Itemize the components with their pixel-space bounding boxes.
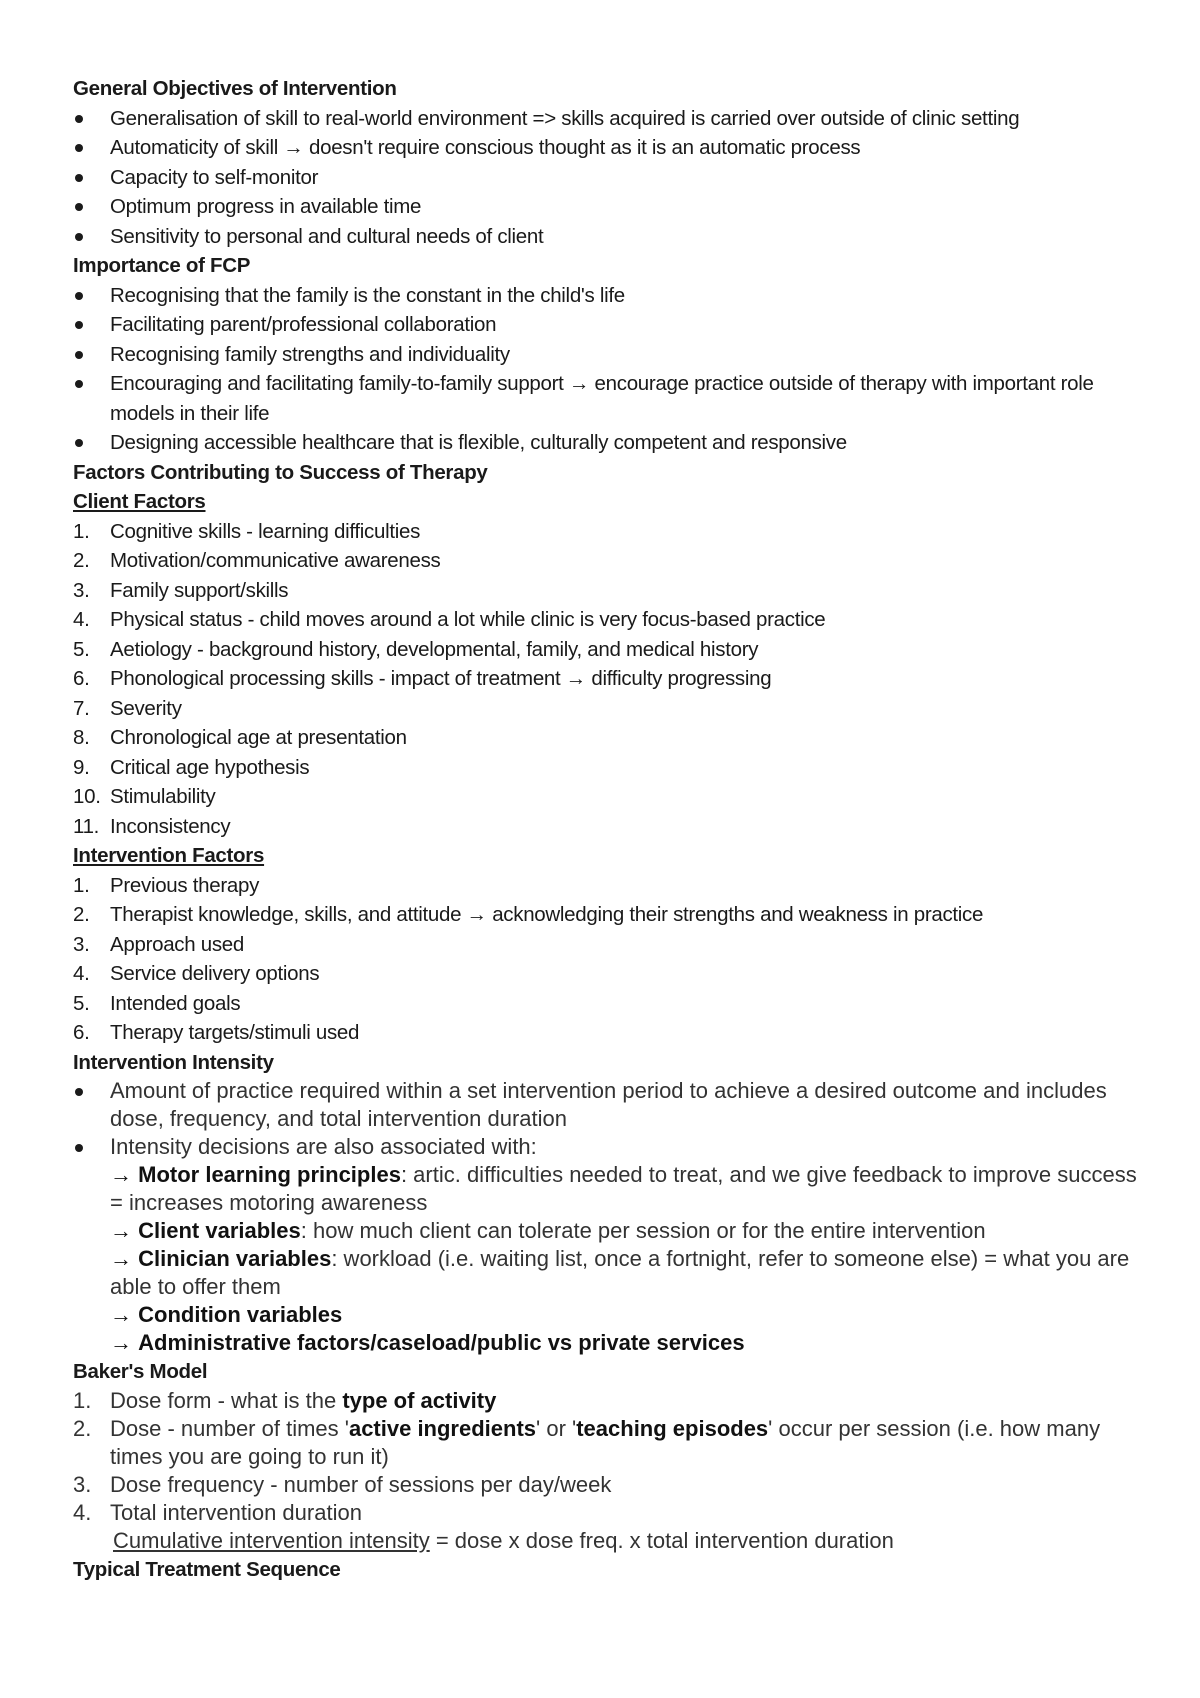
bakers-model-heading: Baker's Model bbox=[73, 1360, 208, 1383]
list-item: Optimum progress in available time bbox=[73, 192, 1143, 222]
bullet-icon bbox=[75, 321, 83, 329]
fcp-section bbox=[73, 251, 1143, 458]
general-objectives-list bbox=[73, 104, 1143, 252]
list-item: 6. Therapy targets/stimuli used bbox=[73, 1021, 360, 1044]
list-item: 5. Aetiology - background history, developmental, family, and medical history bbox=[73, 637, 759, 661]
list-item: Facilitating parent/professional collaboration bbox=[73, 310, 1143, 340]
bullet-icon bbox=[75, 144, 83, 152]
bullet-icon bbox=[75, 174, 83, 182]
list-item: Designing accessible healthcare that is flexible, culturally competent and responsive bbox=[73, 428, 1143, 458]
list-item: Encouraging and facilitating family-to-family support → encourage practice outside of therapy with important role models in their life bbox=[73, 369, 1143, 428]
list-item: Capacity to self-monitor bbox=[73, 163, 1143, 193]
list-item: 5. Intended goals bbox=[73, 991, 241, 1015]
bullet-icon bbox=[75, 1088, 83, 1096]
client-variables-line: → Client variables: how much client can tolerate per session or for the entire intervention bbox=[110, 1218, 986, 1243]
bakers-model-list bbox=[73, 1387, 1143, 1527]
list-item: 9. Critical age hypothesis bbox=[73, 755, 310, 779]
condition-variables-line: → Condition variables bbox=[110, 1302, 343, 1327]
list-item: 1. Dose form - what is the type of activity bbox=[73, 1387, 497, 1413]
bullet-icon bbox=[75, 233, 83, 241]
fcp-heading: Importance of FCP bbox=[73, 254, 251, 277]
bullet-icon bbox=[75, 380, 83, 388]
intervention-factors-heading: Intervention Factors bbox=[73, 844, 265, 867]
intensity-list bbox=[73, 1077, 1143, 1357]
list-item: Automaticity of skill → doesn't require conscious thought as it is an automatic process bbox=[73, 133, 1143, 163]
list-item: 10. Stimulability bbox=[73, 785, 216, 808]
treatment-sequence-section bbox=[73, 1555, 1143, 1585]
list-item: 2. Dose - number of times 'active ingredients' or 'teaching episodes' occur per session (i.e. how many times you are going to run it) bbox=[73, 1415, 1101, 1469]
list-item: 3. Approach used bbox=[73, 932, 245, 956]
client-factors-heading: Client Factors bbox=[73, 490, 206, 513]
administrative-factors-line: → Administrative factors/caseload/public vs private services bbox=[110, 1330, 745, 1355]
arrow-icon: → bbox=[110, 1162, 132, 1187]
list-item: 1. Cognitive skills - learning difficulties bbox=[73, 519, 421, 543]
cumulative-intensity-formula: Cumulative intervention intensity = dose x dose freq. x total intervention duration bbox=[113, 1527, 894, 1553]
arrow-icon: → bbox=[110, 1302, 132, 1327]
list-item: 3. Dose frequency - number of sessions per day/week bbox=[73, 1471, 612, 1497]
intensity-heading: Intervention Intensity bbox=[73, 1050, 274, 1074]
bakers-model-section bbox=[73, 1357, 1143, 1555]
list-item: 4. Service delivery options bbox=[73, 962, 320, 985]
factors-section bbox=[73, 458, 1143, 1048]
bullet-icon bbox=[75, 1144, 83, 1152]
client-factors-list bbox=[73, 517, 1143, 842]
general-objectives-section bbox=[73, 74, 1143, 251]
bullet-icon bbox=[75, 439, 83, 447]
bullet-icon bbox=[75, 115, 83, 123]
general-objectives-heading: General Objectives of Intervention bbox=[73, 77, 397, 100]
list-item: Intensity decisions are also associated with: → Motor learning principles: artic. difficulties needed to treat, and we give feedback to improve success = increases motoring awareness → Client variables: how much client can tolerate per session or for the entire intervention → Clinician variables: workload (i.e. waiting list, once a fortnight, refer to someone else) = what you are able to offer them → Condition variables → Administrative factors/caseload/public vs private services bbox=[73, 1133, 1143, 1357]
clinician-variables-line: → Clinician variables: workload (i.e. waiting list, once a fortnight, refer to someone else) = what you are able to offer them bbox=[110, 1246, 1130, 1299]
list-item: Amount of practice required within a set intervention period to achieve a desired outcome and includes dose, frequency, and total intervention duration bbox=[73, 1077, 1143, 1133]
intervention-factors-list bbox=[73, 871, 1143, 1048]
treatment-sequence-heading: Typical Treatment Sequence bbox=[73, 1557, 341, 1581]
arrow-icon: → bbox=[110, 1330, 132, 1355]
list-item: 7. Severity bbox=[73, 696, 182, 720]
bullet-icon bbox=[75, 351, 83, 359]
arrow-icon: → bbox=[110, 1246, 132, 1271]
intensity-section bbox=[73, 1048, 1143, 1358]
list-item: 8. Chronological age at presentation bbox=[73, 726, 407, 749]
list-item: Recognising family strengths and individuality bbox=[73, 340, 1143, 370]
list-item: 11. Inconsistency bbox=[73, 814, 231, 838]
bullet-icon bbox=[75, 292, 83, 300]
motor-learning-line: → Motor learning principles: artic. difficulties needed to treat, and we give feedback to improve success = increases motoring awareness bbox=[110, 1162, 1137, 1215]
list-item: Sensitivity to personal and cultural needs of client bbox=[73, 222, 1143, 252]
fcp-list bbox=[73, 281, 1143, 458]
list-item: Generalisation of skill to real-world environment => skills acquired is carried over outside of clinic setting bbox=[73, 104, 1143, 134]
factors-heading: Factors Contributing to Success of Therapy bbox=[73, 460, 488, 484]
list-item: 2. Therapist knowledge, skills, and attitude → acknowledging their strengths and weakness in practice bbox=[73, 903, 984, 926]
list-item: 3. Family support/skills bbox=[73, 578, 289, 602]
list-item: 2. Motivation/communicative awareness bbox=[73, 549, 441, 572]
list-item: 1. Previous therapy bbox=[73, 873, 260, 897]
list-item: 4. Total intervention duration bbox=[73, 1499, 362, 1525]
arrow-icon: → bbox=[110, 1218, 132, 1243]
document-page bbox=[73, 74, 1143, 1584]
list-item: Recognising that the family is the constant in the child's life bbox=[73, 281, 1143, 311]
list-item: 4. Physical status - child moves around a lot while clinic is very focus-based practice bbox=[73, 608, 826, 631]
list-item: 6. Phonological processing skills - impact of treatment → difficulty progressing bbox=[73, 667, 772, 690]
bullet-icon bbox=[75, 203, 83, 211]
